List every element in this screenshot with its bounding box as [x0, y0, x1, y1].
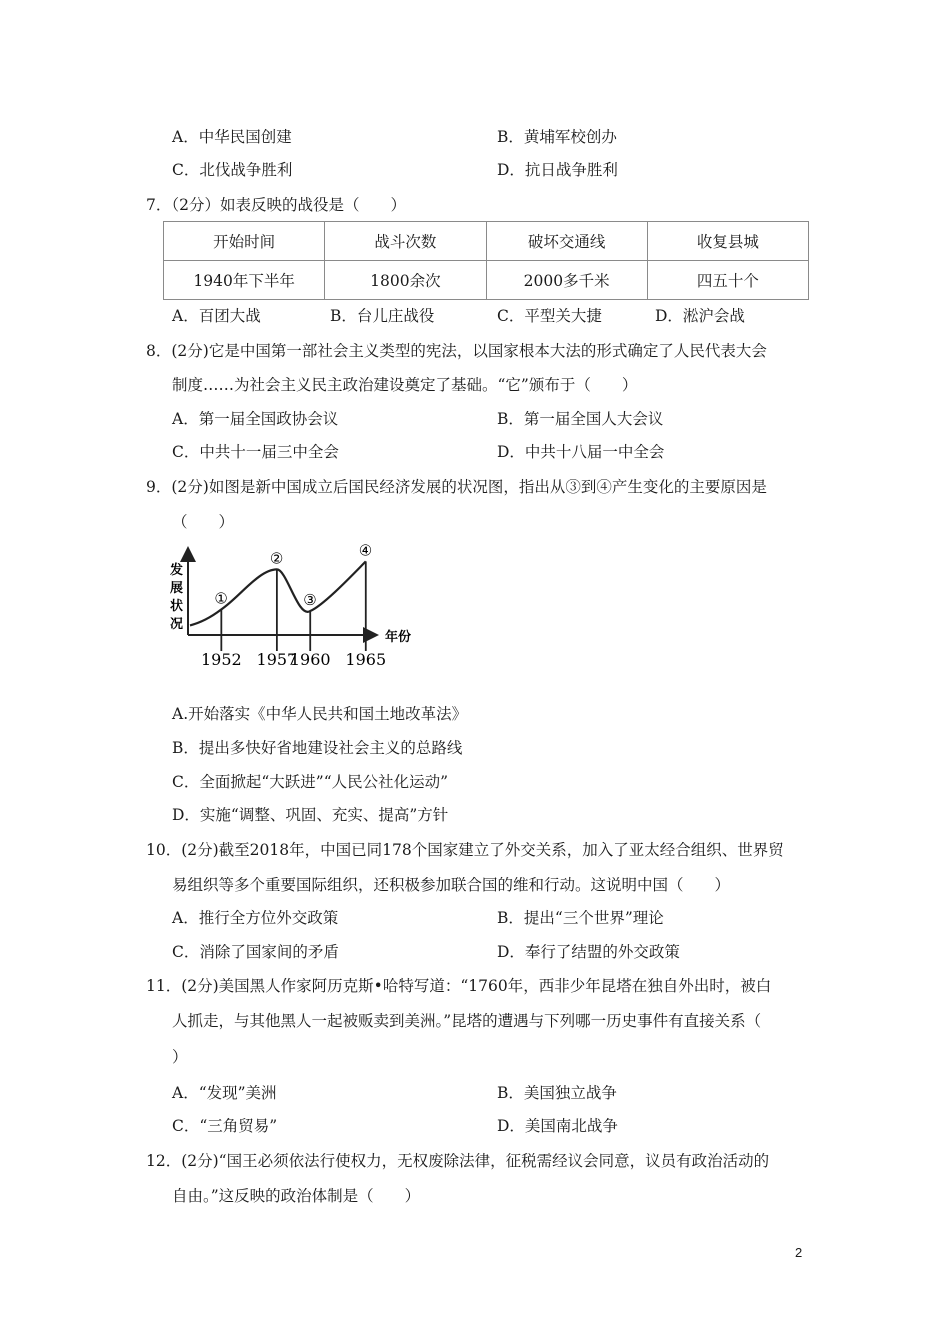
data-point-label: ②	[269, 549, 284, 568]
q11-option-c: C．“三角贸易”	[172, 1117, 278, 1135]
y-axis-label-char: 况	[170, 617, 184, 632]
q7-table-header-row	[164, 222, 809, 261]
q7-table-cell: 1800余次	[325, 261, 486, 300]
q9-stem-line2: （ ）	[172, 513, 235, 531]
q8-option-a: A．第一届全国政协会议	[172, 410, 339, 428]
q11-stem-line1: 11．(2分)美国黑人作家阿历克斯•哈特写道：“1760年，西非少年昆塔在独自外出时，被白	[146, 977, 772, 995]
q8-stem-line2: 制度……为社会主义民主政治建设奠定了基础。“它”颁布于（ ）	[172, 376, 638, 394]
q10-option-d: D．奉行了结盟的外交政策	[497, 943, 680, 961]
q7-table-cell: 2000多千米	[486, 261, 647, 300]
q7-table-header: 破坏交通线	[486, 222, 647, 261]
q8-option-b: B．第一届全国人大会议	[497, 410, 664, 428]
q7-stem: 7．（2分）如表反映的战役是（ ）	[146, 196, 406, 214]
q10-option-c: C．消除了国家间的矛盾	[172, 943, 339, 961]
q6-option-b: B．黄埔军校创办	[497, 128, 617, 146]
q11-stem-line3: ）	[172, 1048, 188, 1066]
q9-option-b: B．提出多快好省地建设社会主义的总路线	[172, 739, 463, 757]
q6-option-a: A．中华民国创建	[172, 128, 292, 146]
q10-option-a: A．推行全方位外交政策	[172, 909, 339, 927]
x-tick-label: 1957	[256, 650, 298, 669]
q8-option-d: D．中共十八届一中全会	[497, 443, 665, 461]
q7-table-header: 战斗次数	[325, 222, 486, 261]
q12-stem-line2: 自由。”这反映的政治体制是（ ）	[172, 1187, 421, 1205]
q11-stem-line2: 人抓走，与其他黑人一起被贩卖到美洲。”昆塔的遭遇与下列哪一历史事件有直接关系（	[172, 1012, 762, 1030]
x-tick-label: 1960	[289, 650, 331, 669]
data-point-label: ④	[358, 544, 373, 560]
q11-option-b: B．美国独立战争	[497, 1084, 617, 1102]
q6-option-c: C．北伐战争胜利	[172, 161, 293, 179]
q7-table-cell: 1940年下半年	[164, 261, 325, 300]
economy-development-chart	[160, 544, 430, 674]
y-axis-label-char: 展	[170, 581, 184, 596]
q7-table-header: 开始时间	[164, 222, 325, 261]
y-axis-label-char: 发	[170, 563, 184, 578]
q10-option-b: B．提出“三个世界”理论	[497, 909, 664, 927]
q7-table	[163, 221, 809, 300]
page-number: 2	[795, 1245, 803, 1260]
x-tick-label: 1952	[200, 650, 242, 669]
q8-option-c: C．中共十一届三中全会	[172, 443, 339, 461]
q8-stem-line1: 8．(2分)它是中国第一部社会主义类型的宪法，以国家根本大法的形式确定了人民代表大会	[146, 342, 767, 360]
q11-option-d: D．美国南北战争	[497, 1117, 618, 1135]
q7-table-header: 收复县城	[647, 222, 808, 261]
q7-option-d: D．淞沪会战	[655, 307, 745, 325]
data-point-label: ①	[214, 589, 228, 608]
q10-stem-line1: 10．(2分)截至2018年，中国已同178个国家建立了外交关系，加入了亚太经合组织、世界贸	[146, 841, 784, 859]
q7-table-row	[164, 261, 809, 300]
q9-option-c: C．全面掀起“大跃进”“人民公社化运动”	[172, 773, 449, 791]
data-point-label: ③	[303, 591, 317, 609]
q12-stem-line1: 12．(2分)“国王必须依法行使权力，无权废除法律，征税需经议会同意，议员有政治活动的	[146, 1152, 770, 1170]
q11-option-a: A．“发现”美洲	[172, 1084, 277, 1102]
q6-option-d: D．抗日战争胜利	[497, 161, 618, 179]
q7-option-c: C．平型关大捷	[497, 307, 602, 325]
q9-option-a: A.开始落实《中华人民共和国土地改革法》	[172, 705, 468, 723]
y-axis-label-char: 状	[170, 599, 184, 614]
q7-option-a: A．百团大战	[172, 307, 261, 325]
x-axis-label: 年份	[385, 630, 412, 645]
q7-option-b: B．台儿庄战役	[330, 307, 435, 325]
q9-stem-line1: 9．(2分)如图是新中国成立后国民经济发展的状况图，指出从③到④产生变化的主要原因是	[146, 478, 767, 496]
x-tick-label: 1965	[345, 650, 387, 669]
q9-option-d: D．实施“调整、巩固、充实、提高”方针	[172, 806, 449, 824]
q7-table-cell: 四五十个	[647, 261, 808, 300]
q10-stem-line2: 易组织等多个重要国际组织，还积极参加联合国的维和行动。这说明中国（ ）	[172, 876, 731, 894]
